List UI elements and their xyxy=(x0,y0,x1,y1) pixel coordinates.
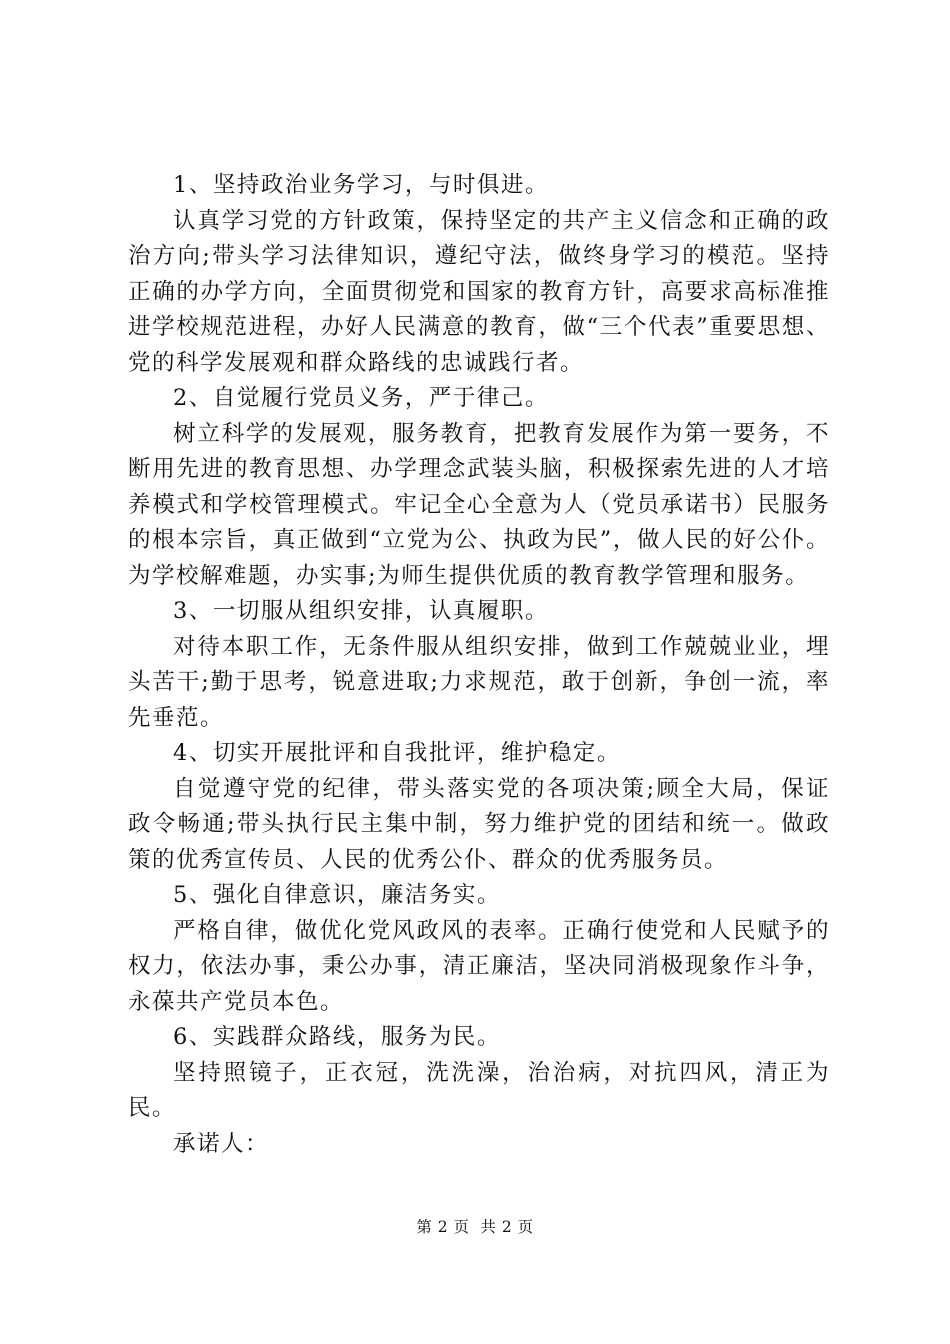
section-heading-2: 2、自觉履行党员义务，严于律己。 xyxy=(173,385,549,411)
page-footer xyxy=(0,1217,950,1237)
section-heading-4: 4、切实开展批评和自我批评，维护稳定。 xyxy=(173,740,621,766)
section-heading-6: 6、实践群众路线，服务为民。 xyxy=(173,1024,501,1050)
section-body-6: 坚持照镜子，正衣冠，洗洗澡，治治病，对抗四风，清正为民。 xyxy=(128,1059,830,1121)
section-body-1: 认真学习党的方针政策，保持坚定的共产主义信念和正确的政治方向;带头学习法律知识，遵纪守法，做终身学习的模范。坚持正确的办学方向，全面贯彻党和国家的教育方针，高要求高标准推进学校规范进程，办好人民满意的教育，做“三个代表”重要思想、党的科学发展观和群众路线的忠诚践行者。 xyxy=(128,207,830,376)
signature-label: 承诺人： xyxy=(173,1130,270,1157)
section-body-3: 对待本职工作，无条件服从组织安排，做到工作兢兢业业，埋头苦干;勤于思考，锐意进取;力求规范，敢于创新，争创一流，率先垂范。 xyxy=(128,633,830,731)
section-heading-3: 3、一切服从组织安排，认真履职。 xyxy=(173,598,549,624)
section-body-4: 自觉遵守党的纪律，带头落实党的各项决策;顾全大局，保证政令畅通;带头执行民主集中制，努力维护党的团结和统一。做政策的优秀宣传员、人民的优秀公仆、群众的优秀服务员。 xyxy=(128,775,830,873)
page-number: 第 2 页 共 2 页 xyxy=(416,1218,534,1236)
document-body xyxy=(128,168,830,1162)
section-body-5: 严格自律，做优化党风政风的表率。正确行使党和人民赋予的权力，依法办事，秉公办事，清正廉洁，坚决同消极现象作斗争，永葆共产党员本色。 xyxy=(128,917,830,1015)
section-heading-1: 1、坚持政治业务学习，与时俱进。 xyxy=(173,172,549,198)
section-heading-5: 5、强化自律意识，廉洁务实。 xyxy=(173,882,501,908)
section-body-2: 树立科学的发展观，服务教育，把教育发展作为第一要务，不断用先进的教育思想、办学理念武装头脑，积极探索先进的人才培养模式和学校管理模式。牢记全心全意为人（党员承诺书）民服务的根本宗旨，真正做到“立党为公、执政为民”，做人民的好公仆。为学校解难题，办实事;为师生提供优质的教育教学管理和服务。 xyxy=(128,420,830,589)
